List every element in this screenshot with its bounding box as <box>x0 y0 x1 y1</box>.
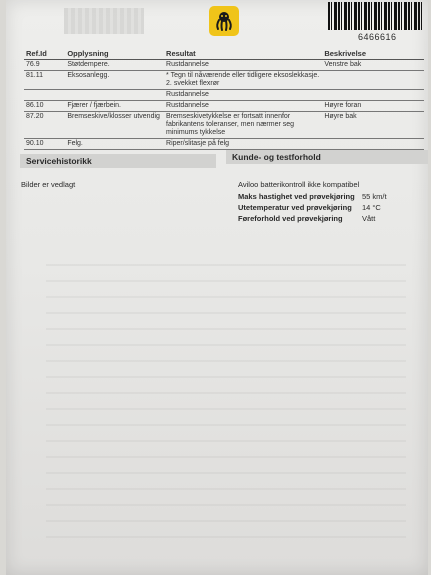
cell-desc: Høyre foran <box>322 101 424 112</box>
cell-ref: 81.11 <box>24 71 65 90</box>
col-opplysning: Opplysning <box>65 48 164 60</box>
condition-value: 55 km/t <box>362 192 387 201</box>
cell-info: Fjærer / fjærbein. <box>65 101 164 112</box>
table-row <box>24 90 424 101</box>
cell-result: Bremseskivetykkelse er fortsatt innenfor fabrikantens toleranser, men nærmer seg minimums tykkelse <box>164 112 322 139</box>
col-resultat: Resultat <box>164 48 322 60</box>
cell-result: Riper/slitasje på felg <box>164 139 322 150</box>
cell-info: Støtdempere. <box>65 60 164 71</box>
condition-label: Utetemperatur ved prøvekjøring <box>238 203 352 212</box>
cell-info <box>65 90 164 101</box>
condition-value: 14 °C <box>362 203 381 212</box>
cell-ref <box>24 90 65 101</box>
conditions-note: Aviloo batterikontroll ikke kompatibel <box>238 180 360 189</box>
service-history-text: Bilder er vedlagt <box>21 180 76 189</box>
cell-info: Felg. <box>65 139 164 150</box>
table-row <box>24 60 424 71</box>
faint-print-mark <box>64 8 144 34</box>
cell-desc <box>322 90 424 101</box>
cell-info: Eksosanlegg. <box>65 71 164 90</box>
condition-value: Vått <box>362 214 376 223</box>
cell-result: Rustdannelse <box>164 101 322 112</box>
inspection-results-table <box>24 48 424 150</box>
condition-max-speed <box>238 192 387 201</box>
barcode <box>328 2 424 30</box>
cell-ref: 76.9 <box>24 60 65 71</box>
table-row <box>24 112 424 139</box>
table-row <box>24 101 424 112</box>
octopus-logo-icon <box>209 6 239 36</box>
conditions-header: Kunde- og testforhold <box>226 150 428 164</box>
table-row <box>24 71 424 90</box>
condition-road <box>238 214 376 223</box>
table-row <box>24 139 424 150</box>
cell-desc: Venstre bak <box>322 60 424 71</box>
condition-label: Maks hastighet ved prøvekjøring <box>238 192 355 201</box>
condition-outdoor-temp <box>238 203 381 212</box>
col-ref-id: Ref.Id <box>24 48 65 60</box>
barcode-number: 6466616 <box>358 32 397 42</box>
document-page <box>6 0 428 575</box>
service-history-header: Servicehistorikk <box>20 154 216 168</box>
condition-label: Føreforhold ved prøvekjøring <box>238 214 343 223</box>
bleed-through-area <box>46 250 406 550</box>
cell-ref: 87.20 <box>24 112 65 139</box>
col-beskrivelse: Beskrivelse <box>322 48 424 60</box>
cell-info: Bremseskive/klosser utvendig <box>65 112 164 139</box>
cell-desc <box>322 139 424 150</box>
cell-result: * Tegn til nåværende eller tidligere eksoslekkasje. 2. svekket flexrør <box>164 71 322 90</box>
cell-result: Rustdannelse <box>164 90 322 101</box>
cell-ref: 86.10 <box>24 101 65 112</box>
cell-result: Rustdannelse <box>164 60 322 71</box>
cell-desc <box>322 71 424 90</box>
cell-desc: Høyre bak <box>322 112 424 139</box>
cell-ref: 90.10 <box>24 139 65 150</box>
